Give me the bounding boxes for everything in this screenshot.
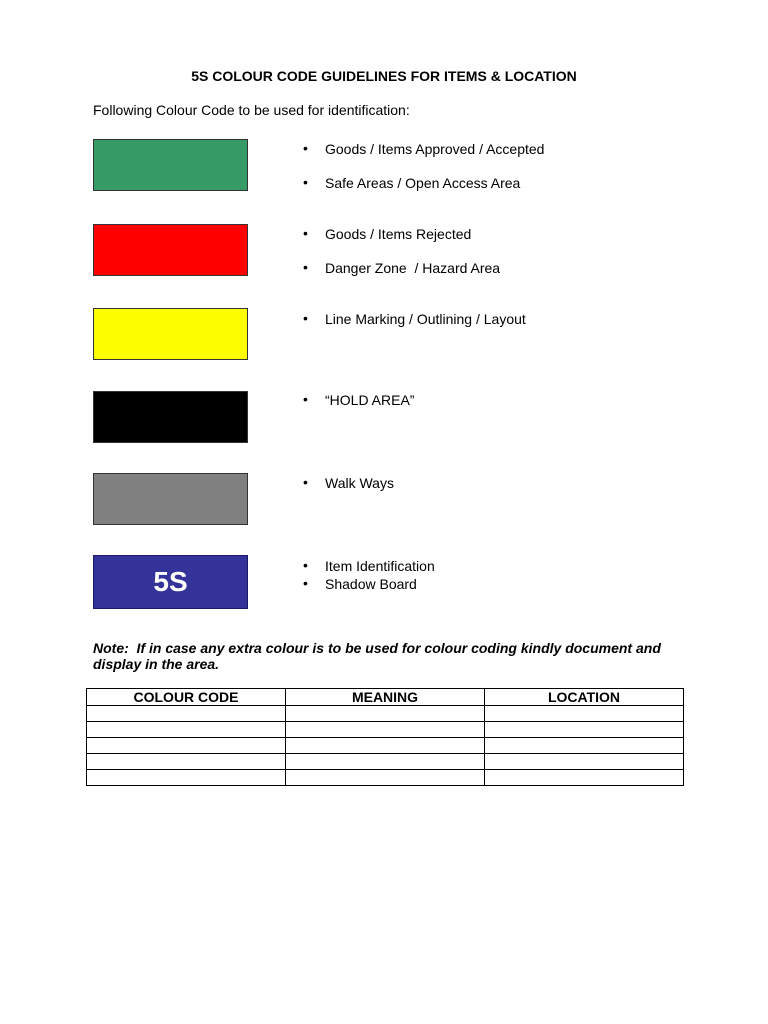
note-text: Note: If in case any extra colour is to be used for colour coding kindly document and display in the area. [93, 640, 665, 672]
table-cell[interactable] [286, 754, 485, 770]
table-cell[interactable] [485, 738, 684, 754]
table-row [87, 722, 684, 738]
bullet-text: “HOLD AREA” [325, 392, 415, 408]
bullet-text: Danger Zone / Hazard Area [325, 260, 501, 276]
header-meaning: MEANING [286, 689, 485, 706]
bullet-text: Line Marking / Outlining / Layout [325, 311, 526, 327]
bullet-icon: • [303, 391, 308, 407]
table-cell[interactable] [87, 754, 286, 770]
table-cell[interactable] [485, 770, 684, 786]
table-row [87, 754, 684, 770]
bullet-icon: • [303, 140, 308, 156]
table-row [87, 706, 684, 722]
yellow-swatch [93, 308, 248, 360]
bullet-icon: • [303, 259, 308, 275]
table-cell[interactable] [87, 738, 286, 754]
bullet-icon: • [303, 474, 308, 490]
bullet-icon: • [303, 557, 308, 573]
bullet-icon: • [303, 575, 308, 591]
bullet-text: Goods / Items Rejected [325, 226, 472, 242]
header-colour-code: COLOUR CODE [87, 689, 286, 706]
intro-text: Following Colour Code to be used for identification: [93, 102, 410, 118]
table-cell[interactable] [286, 706, 485, 722]
table-cell[interactable] [286, 738, 485, 754]
bullet-text: Safe Areas / Open Access Area [325, 175, 521, 191]
table-cell[interactable] [485, 722, 684, 738]
table-row [87, 770, 684, 786]
bullet-text: Goods / Items Approved / Accepted [325, 141, 545, 157]
bullet-icon: • [303, 174, 308, 190]
table-cell[interactable] [485, 754, 684, 770]
table-cell[interactable] [87, 770, 286, 786]
table-cell[interactable] [485, 706, 684, 722]
black-swatch [93, 391, 248, 443]
table-cell[interactable] [286, 722, 485, 738]
bullet-text: Shadow Board [325, 576, 417, 592]
table-cell[interactable] [87, 722, 286, 738]
colour-code-table [86, 688, 684, 786]
bullet-text: Walk Ways [325, 475, 394, 491]
page-title: 5S COLOUR CODE GUIDELINES FOR ITEMS & LOCATION [191, 68, 577, 84]
swatch-5s-label: 5S [153, 566, 188, 597]
table-header-row [87, 689, 684, 706]
table-row [87, 738, 684, 754]
header-location: LOCATION [485, 689, 684, 706]
blue-5s-swatch [93, 555, 248, 609]
red-swatch [93, 224, 248, 276]
bullet-icon: • [303, 310, 308, 326]
grey-swatch [93, 473, 248, 525]
table-cell[interactable] [286, 770, 485, 786]
bullet-text: Item Identification [325, 558, 435, 574]
table-cell[interactable] [87, 706, 286, 722]
bullet-icon: • [303, 225, 308, 241]
green-swatch [93, 139, 248, 191]
